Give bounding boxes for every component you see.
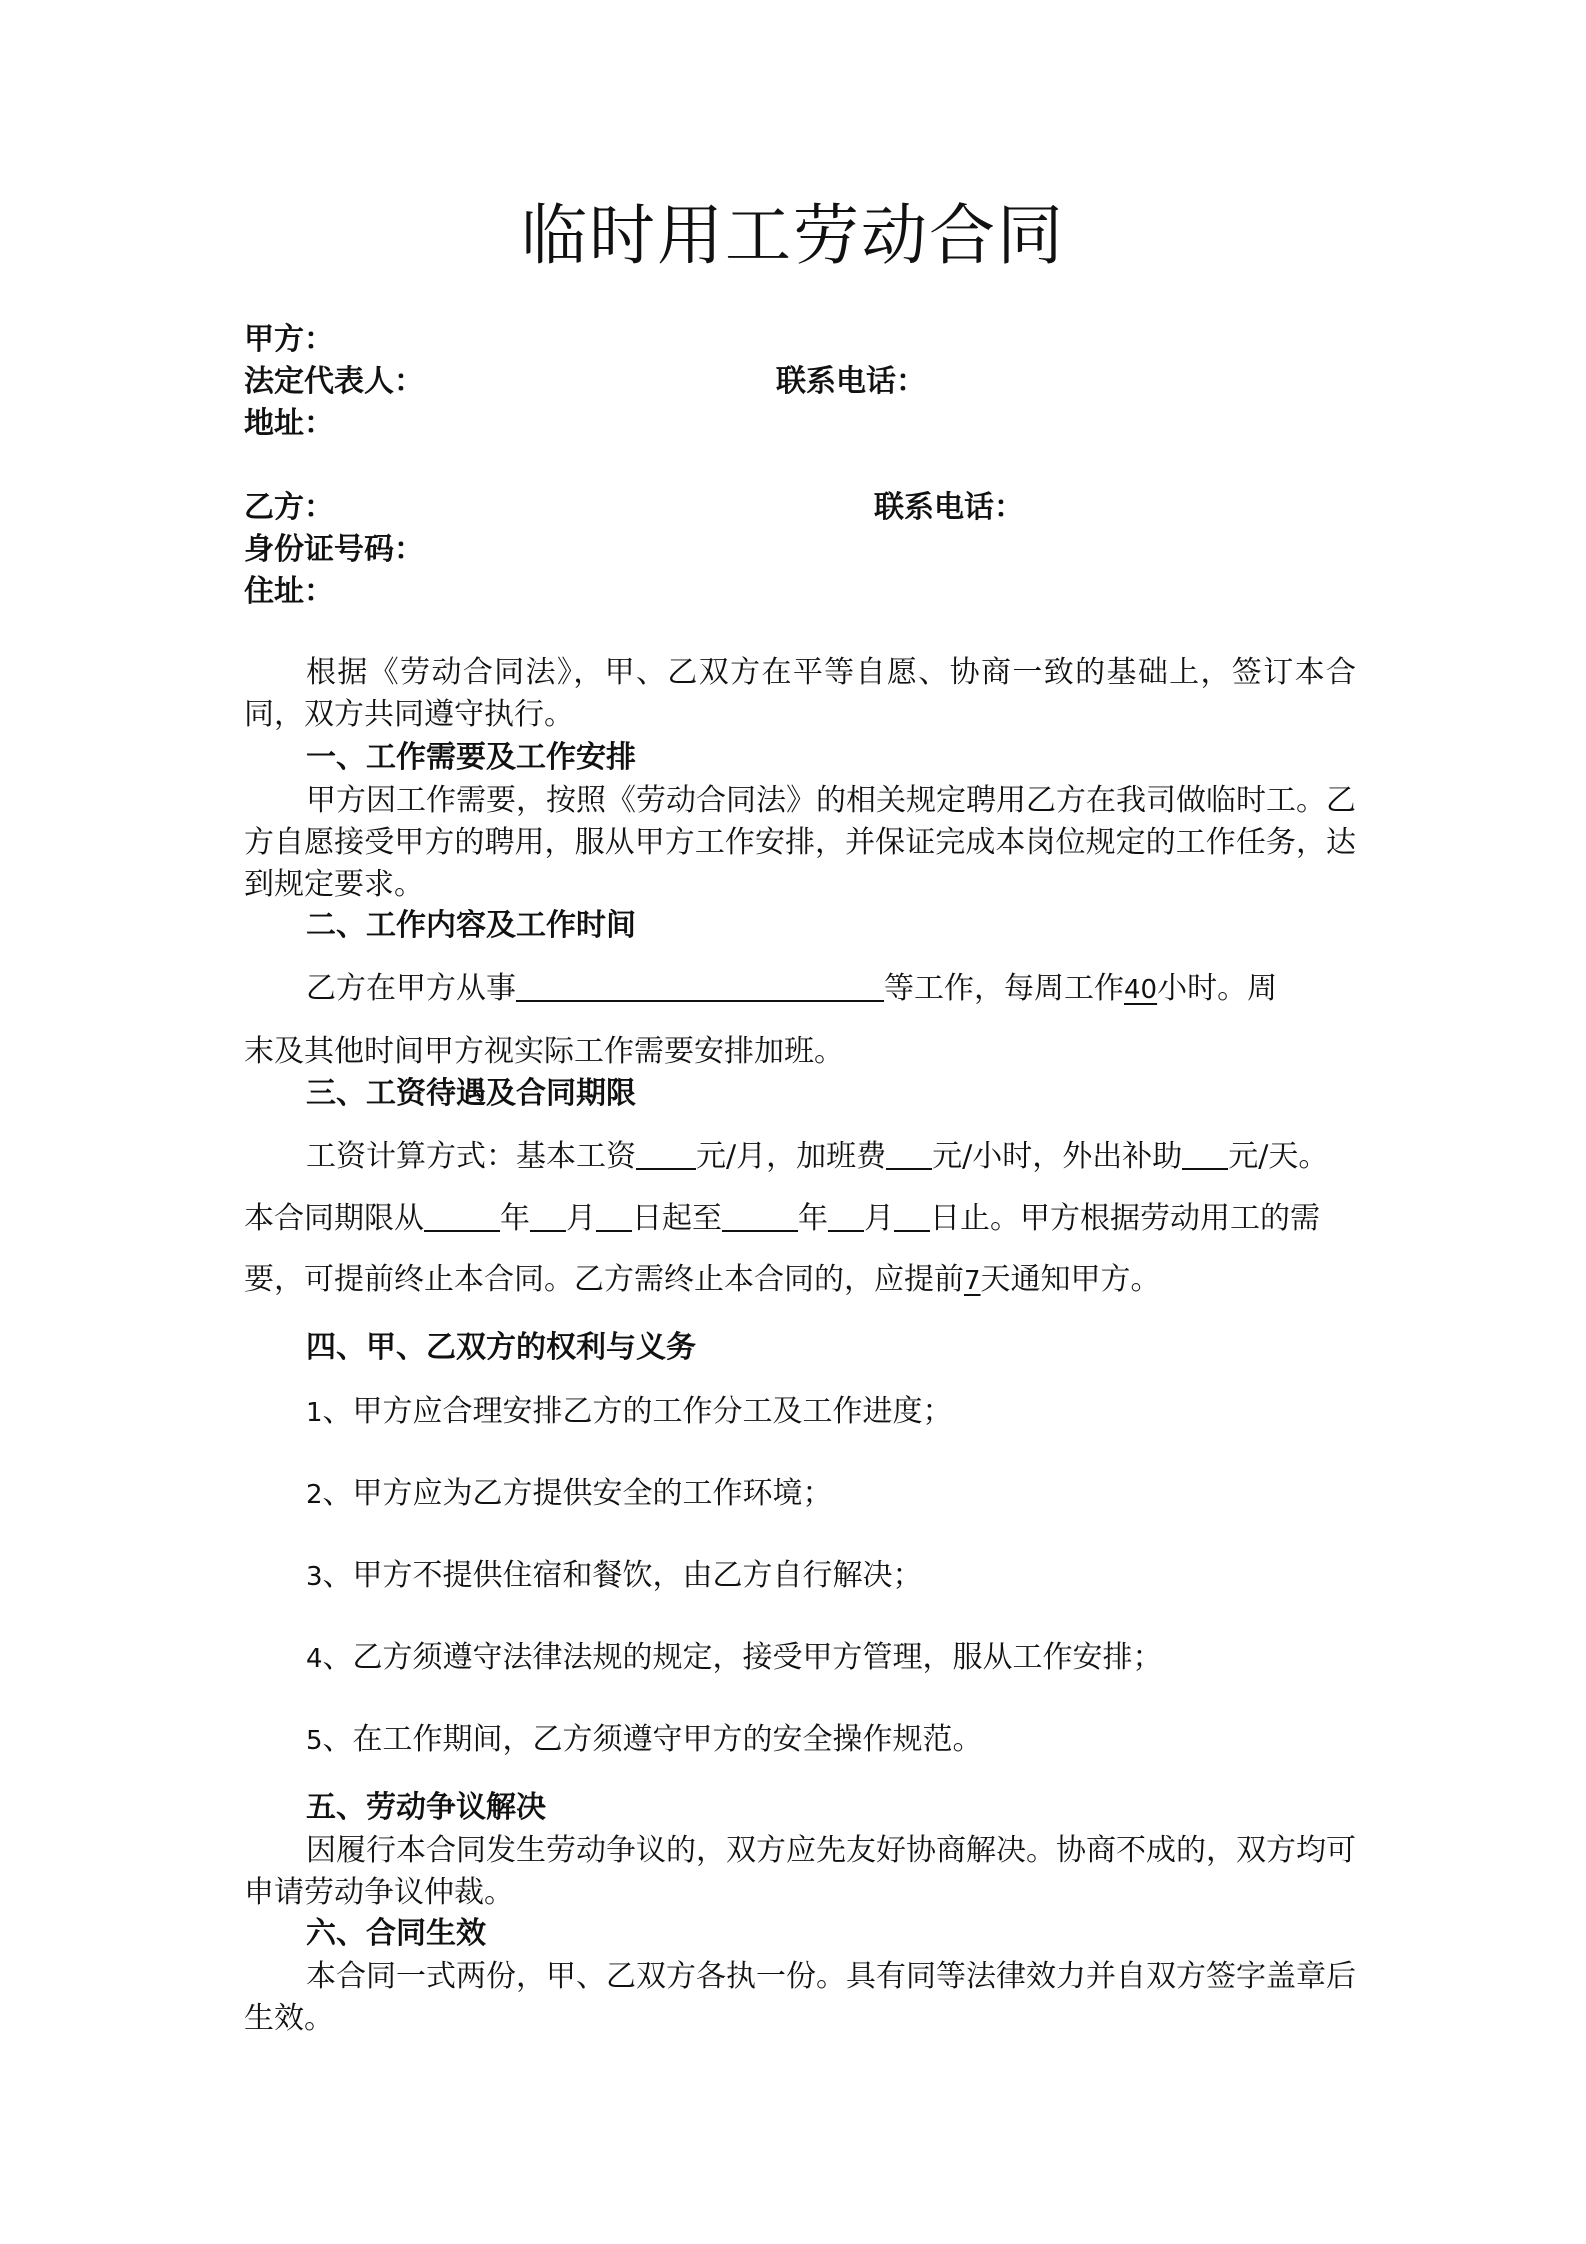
end-year-blank[interactable] bbox=[722, 1198, 798, 1232]
end-day-label: 日止。甲方根据劳动用工的需 bbox=[930, 1201, 1320, 1236]
list-item-number: 4 bbox=[306, 1644, 323, 1674]
notice-suffix: 天通知甲方。 bbox=[980, 1262, 1161, 1297]
start-day-label: 日起至 bbox=[632, 1201, 722, 1236]
end-month-blank[interactable] bbox=[828, 1198, 864, 1232]
list-item-text: 、乙方须遵守法律法规的规定，接受甲方管理，服从工作安排； bbox=[322, 1640, 1163, 1675]
list-item-text: 、甲方不提供住宿和餐饮，由乙方自行解决； bbox=[322, 1558, 923, 1593]
party-a-address-label: 地址： bbox=[244, 406, 334, 441]
list-item bbox=[306, 1474, 833, 1515]
wage-line bbox=[306, 1136, 1328, 1177]
party-a-label: 甲方： bbox=[244, 322, 334, 357]
party-b-id-label: 身份证号码： bbox=[244, 532, 424, 567]
section-5-heading: 五、劳动争议解决 bbox=[306, 1790, 546, 1825]
wage-allowance-label: 元/小时，外出补助 bbox=[932, 1139, 1183, 1174]
section-1-heading: 一、工作需要及工作安排 bbox=[306, 740, 636, 775]
section-2-heading: 二、工作内容及工作时间 bbox=[306, 908, 636, 943]
party-b-label: 乙方： bbox=[244, 490, 334, 525]
start-day-blank[interactable] bbox=[596, 1198, 632, 1232]
weekly-hours-value: 40 bbox=[1124, 975, 1158, 1005]
party-a-rep-label: 法定代表人： bbox=[244, 364, 424, 399]
work-prefix: 乙方在甲方从事 bbox=[306, 971, 516, 1006]
list-item-number: 3 bbox=[306, 1562, 323, 1592]
notice-days-value: 7 bbox=[964, 1266, 981, 1296]
wage-overtime-label: 元/月，加班费 bbox=[696, 1139, 887, 1174]
list-item-text: 、甲方应为乙方提供安全的工作环境； bbox=[322, 1476, 833, 1511]
section-3-heading: 三、工资待遇及合同期限 bbox=[306, 1076, 636, 1111]
end-month-label: 月 bbox=[864, 1201, 894, 1236]
list-item-text: 、甲方应合理安排乙方的工作分工及工作进度； bbox=[322, 1394, 953, 1429]
list-item bbox=[306, 1720, 983, 1761]
work-content-blank[interactable] bbox=[516, 968, 884, 1002]
list-item bbox=[306, 1556, 923, 1597]
notice-prefix: 要，可提前终止本合同。乙方需终止本合同的，应提前 bbox=[244, 1262, 964, 1297]
list-item bbox=[306, 1392, 953, 1433]
end-year-label: 年 bbox=[798, 1201, 828, 1236]
work-suffix: 小时。周 bbox=[1157, 971, 1278, 1006]
party-b-address-label: 住址： bbox=[244, 574, 334, 609]
list-item-number: 2 bbox=[306, 1480, 323, 1510]
overtime-blank[interactable] bbox=[886, 1136, 932, 1170]
term-line-1 bbox=[244, 1198, 1320, 1239]
list-item-text: 、在工作期间，乙方须遵守甲方的安全操作规范。 bbox=[322, 1722, 983, 1757]
section-6-heading: 六、合同生效 bbox=[306, 1916, 486, 1951]
term-line-2 bbox=[244, 1260, 1161, 1301]
end-day-blank[interactable] bbox=[894, 1198, 930, 1232]
section-1-body: 甲方因工作需要，按照《劳动合同法》的相关规定聘用乙方在我司做临时工。乙方自愿接受甲方的聘用，服从甲方工作安排，并保证完成本岗位规定的工作任务，达到规定要求。 bbox=[244, 783, 1356, 902]
list-item-number: 5 bbox=[306, 1726, 323, 1756]
wage-allowance-unit: 元/天。 bbox=[1228, 1139, 1329, 1174]
list-item-number: 1 bbox=[306, 1398, 323, 1428]
start-year-blank[interactable] bbox=[424, 1198, 500, 1232]
intro-paragraph: 根据《劳动合同法》，甲、乙双方在平等自愿、协商一致的基础上，签订本合同，双方共同遵守执行。 bbox=[244, 655, 1356, 732]
start-year-label: 年 bbox=[500, 1201, 530, 1236]
list-item bbox=[306, 1638, 1163, 1679]
base-wage-blank[interactable] bbox=[636, 1136, 696, 1170]
section-2-line-1 bbox=[306, 968, 1277, 1010]
wage-base-label: 工资计算方式：基本工资 bbox=[306, 1139, 636, 1174]
term-prefix: 本合同期限从 bbox=[244, 1201, 424, 1236]
document-title: 临时用工劳动合同 bbox=[521, 197, 1065, 274]
section-5-body: 因履行本合同发生劳动争议的，双方应先友好协商解决。协商不成的，双方均可申请劳动争议仲裁。 bbox=[244, 1833, 1356, 1910]
work-middle: 等工作，每周工作 bbox=[884, 971, 1124, 1006]
allowance-blank[interactable] bbox=[1182, 1136, 1228, 1170]
section-4-heading: 四、甲、乙双方的权利与义务 bbox=[306, 1330, 696, 1365]
party-b-phone-label: 联系电话： bbox=[874, 490, 1024, 525]
party-a-phone-label: 联系电话： bbox=[776, 364, 926, 399]
start-month-label: 月 bbox=[566, 1201, 596, 1236]
section-6-body: 本合同一式两份，甲、乙双方各执一份。具有同等法律效力并自双方签字盖章后生效。 bbox=[244, 1959, 1356, 2036]
section-2-line-2: 末及其他时间甲方视实际工作需要安排加班。 bbox=[244, 1034, 844, 1069]
start-month-blank[interactable] bbox=[530, 1198, 566, 1232]
